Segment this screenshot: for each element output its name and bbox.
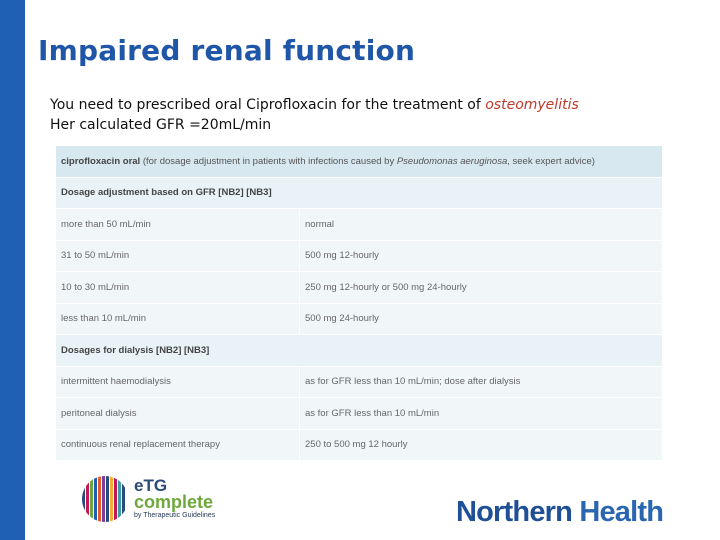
section-gfr-text: Dosage adjustment based on GFR [NB2] [NB3] [61, 187, 272, 199]
highlighted-condition: osteomyelitis [485, 97, 579, 113]
etg-logo-byline: by Therapeutic Guidelines [134, 512, 216, 519]
dosage-table [55, 145, 663, 461]
dialysis-type-cell: intermittent haemodialysis [56, 366, 300, 398]
barcode-circle-icon [82, 476, 128, 522]
section-dialysis-text: Dosages for dialysis [NB2] [NB3] [61, 344, 210, 356]
etg-complete-logo [82, 476, 242, 524]
table-row [56, 366, 663, 398]
prompt-text: You need to prescribed oral Ciprofloxacin for the treatment of [50, 97, 486, 113]
table-row [56, 303, 663, 335]
section-label-gfr [56, 177, 663, 209]
nh-word-health: Health [579, 496, 664, 528]
nh-word-northern: Northern [456, 496, 573, 528]
etg-logo-complete: complete [134, 492, 214, 512]
drug-name: ciprofloxacin oral [61, 155, 141, 167]
slide-subtitle [50, 95, 579, 135]
gfr-range-cell: 10 to 30 mL/min [56, 272, 300, 304]
dialysis-type-cell: continuous renal replacement therapy [56, 429, 300, 461]
etg-logo-text: eTG [134, 476, 168, 495]
gfr-range-cell: less than 10 mL/min [56, 303, 300, 335]
dialysis-type-cell: peritoneal dialysis [56, 398, 300, 430]
dialysis-dose-cell: as for GFR less than 10 mL/min; dose after dialysis [300, 366, 663, 398]
slide-title: Impaired renal function [38, 34, 416, 67]
accent-side-bar [0, 0, 25, 540]
header-note-end: , seek expert advice) [507, 155, 595, 167]
organism-name: Pseudomonas aeruginosa [396, 155, 508, 167]
dialysis-dose-cell: as for GFR less than 10 mL/min [300, 398, 663, 430]
gfr-dose-cell: 500 mg 12-hourly [300, 240, 663, 272]
table-row [56, 398, 663, 430]
gfr-range-cell: 31 to 50 mL/min [56, 240, 300, 272]
northern-health-logo [456, 496, 663, 529]
section-label-dialysis [56, 335, 663, 367]
prompt-line-2: Her calculated GFR =20mL/min [50, 117, 272, 133]
table-row [56, 272, 663, 304]
section-row-dialysis [56, 335, 663, 367]
table-row [56, 209, 663, 241]
table-row [56, 429, 663, 461]
gfr-dose-cell: 500 mg 24-hourly [300, 303, 663, 335]
table-row [56, 240, 663, 272]
table-header-cell [56, 146, 663, 178]
section-row-gfr [56, 177, 663, 209]
prompt-line-1 [50, 95, 579, 115]
gfr-dose-cell: 250 mg 12-hourly or 500 mg 24-hourly [300, 272, 663, 304]
gfr-range-cell: more than 50 mL/min [56, 209, 300, 241]
gfr-dose-cell: normal [300, 209, 663, 241]
table-header-row [56, 146, 663, 178]
dialysis-dose-cell: 250 to 500 mg 12 hourly [300, 429, 663, 461]
header-note: (for dosage adjustment in patients with infections caused by [140, 155, 397, 167]
